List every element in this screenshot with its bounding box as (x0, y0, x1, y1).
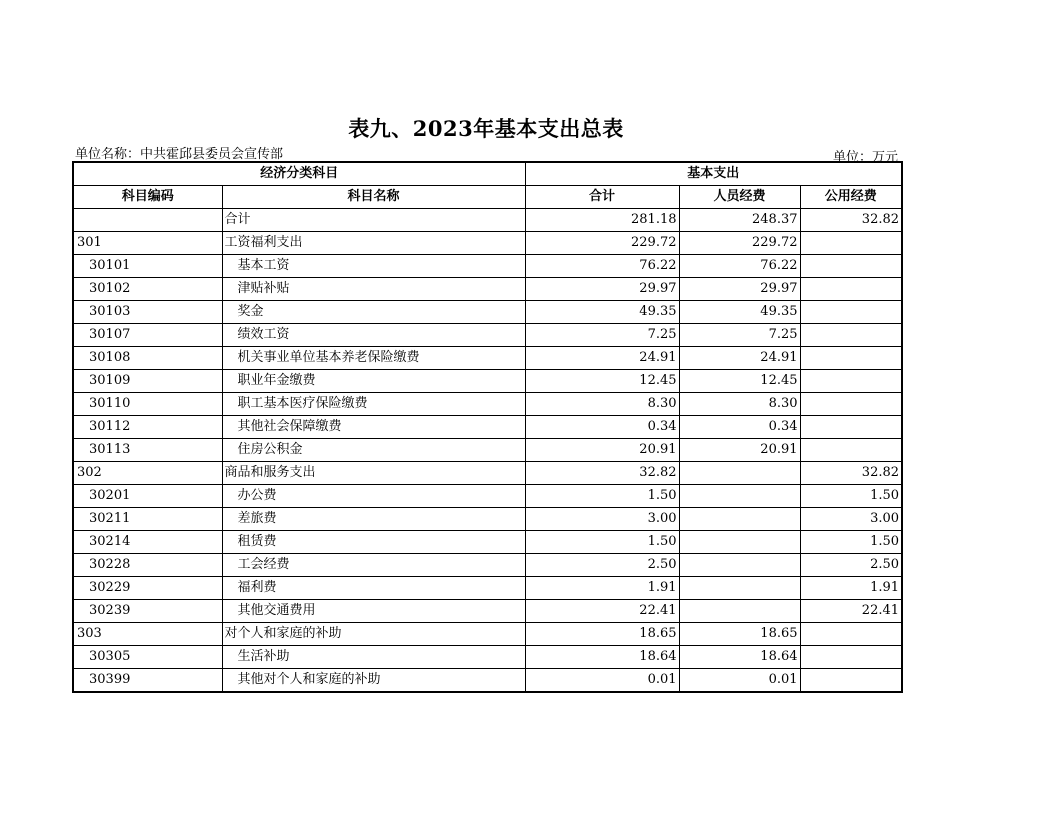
cell-personnel-cost: 0.01 (679, 669, 800, 693)
table-row (73, 508, 902, 531)
cell-total: 29.97 (525, 278, 679, 301)
cell-public-cost: 2.50 (800, 554, 902, 577)
cell-total: 49.35 (525, 301, 679, 324)
cell-total: 18.65 (525, 623, 679, 646)
cell-subject-name: 合计 (222, 209, 525, 232)
cell-subject-code: 30113 (73, 439, 222, 462)
cell-total: 1.50 (525, 531, 679, 554)
cell-subject-name: 津贴补贴 (222, 278, 525, 301)
cell-total: 229.72 (525, 232, 679, 255)
table-row (73, 600, 902, 623)
cell-personnel-cost: 18.65 (679, 623, 800, 646)
cell-total: 1.91 (525, 577, 679, 600)
table-row (73, 577, 902, 600)
cell-subject-name: 绩效工资 (222, 324, 525, 347)
cell-total: 20.91 (525, 439, 679, 462)
cell-public-cost (800, 278, 902, 301)
cell-subject-name: 职工基本医疗保险缴费 (222, 393, 525, 416)
cell-subject-code: 30102 (73, 278, 222, 301)
table-row (73, 531, 902, 554)
cell-total: 0.01 (525, 669, 679, 693)
cell-personnel-cost (679, 462, 800, 485)
table-row (73, 669, 902, 693)
header-economic-classification: 经济分类科目 (73, 162, 525, 186)
cell-personnel-cost: 12.45 (679, 370, 800, 393)
cell-subject-code: 303 (73, 623, 222, 646)
cell-total: 0.34 (525, 416, 679, 439)
cell-public-cost (800, 370, 902, 393)
cell-total: 32.82 (525, 462, 679, 485)
table-row (73, 324, 902, 347)
table-row (73, 232, 902, 255)
header-subject-name: 科目名称 (222, 186, 525, 209)
table-row (73, 278, 902, 301)
cell-public-cost (800, 416, 902, 439)
unit-label: 单位：万元 (832, 150, 898, 165)
cell-subject-code: 30112 (73, 416, 222, 439)
cell-total: 7.25 (525, 324, 679, 347)
cell-subject-name: 福利费 (222, 577, 525, 600)
cell-subject-code: 30399 (73, 669, 222, 693)
cell-personnel-cost (679, 485, 800, 508)
cell-public-cost (800, 347, 902, 370)
cell-total: 12.45 (525, 370, 679, 393)
cell-public-cost (800, 623, 902, 646)
table-row (73, 416, 902, 439)
table-row (73, 554, 902, 577)
cell-public-cost (800, 255, 902, 278)
cell-subject-name: 其他交通费用 (222, 600, 525, 623)
cell-subject-name: 职业年金缴费 (222, 370, 525, 393)
header-subject-code: 科目编码 (73, 186, 222, 209)
cell-subject-code: 30201 (73, 485, 222, 508)
cell-total: 8.30 (525, 393, 679, 416)
table-row (73, 255, 902, 278)
cell-subject-code: 30228 (73, 554, 222, 577)
cell-subject-name: 租赁费 (222, 531, 525, 554)
cell-subject-code: 30214 (73, 531, 222, 554)
page-title: 表九、2023年基本支出总表 (348, 116, 624, 141)
cell-total: 18.64 (525, 646, 679, 669)
cell-subject-name: 基本工资 (222, 255, 525, 278)
table-row (73, 623, 902, 646)
unit-name-label: 单位名称：中共霍邱县委员会宣传部 (75, 147, 284, 162)
cell-total: 24.91 (525, 347, 679, 370)
table-row (73, 462, 902, 485)
cell-personnel-cost (679, 554, 800, 577)
cell-subject-code: 30109 (73, 370, 222, 393)
cell-personnel-cost: 0.34 (679, 416, 800, 439)
cell-total: 22.41 (525, 600, 679, 623)
header-basic-expenditure: 基本支出 (525, 162, 902, 186)
cell-subject-name: 住房公积金 (222, 439, 525, 462)
cell-personnel-cost: 49.35 (679, 301, 800, 324)
table-row (73, 370, 902, 393)
cell-personnel-cost: 248.37 (679, 209, 800, 232)
cell-subject-code: 30239 (73, 600, 222, 623)
cell-personnel-cost: 76.22 (679, 255, 800, 278)
cell-subject-name: 办公费 (222, 485, 525, 508)
cell-public-cost (800, 301, 902, 324)
cell-personnel-cost: 18.64 (679, 646, 800, 669)
cell-subject-name: 工会经费 (222, 554, 525, 577)
cell-subject-code: 30103 (73, 301, 222, 324)
table-row (73, 485, 902, 508)
cell-subject-code: 30108 (73, 347, 222, 370)
cell-subject-name: 商品和服务支出 (222, 462, 525, 485)
cell-public-cost (800, 646, 902, 669)
cell-public-cost: 22.41 (800, 600, 902, 623)
cell-public-cost (800, 232, 902, 255)
cell-personnel-cost (679, 531, 800, 554)
cell-subject-name: 对个人和家庭的补助 (222, 623, 525, 646)
cell-personnel-cost: 20.91 (679, 439, 800, 462)
cell-subject-code: 30110 (73, 393, 222, 416)
cell-personnel-cost (679, 508, 800, 531)
header-total: 合计 (525, 186, 679, 209)
cell-public-cost: 1.50 (800, 485, 902, 508)
cell-public-cost: 3.00 (800, 508, 902, 531)
cell-subject-name: 机关事业单位基本养老保险缴费 (222, 347, 525, 370)
cell-total: 2.50 (525, 554, 679, 577)
cell-personnel-cost: 24.91 (679, 347, 800, 370)
cell-personnel-cost: 8.30 (679, 393, 800, 416)
cell-subject-code: 30305 (73, 646, 222, 669)
cell-total: 3.00 (525, 508, 679, 531)
cell-subject-code: 30211 (73, 508, 222, 531)
cell-public-cost: 32.82 (800, 209, 902, 232)
cell-subject-name: 其他社会保障缴费 (222, 416, 525, 439)
table-body (73, 209, 902, 693)
cell-subject-code: 302 (73, 462, 222, 485)
cell-public-cost: 32.82 (800, 462, 902, 485)
cell-subject-name: 工资福利支出 (222, 232, 525, 255)
cell-subject-name: 奖金 (222, 301, 525, 324)
table-row (73, 347, 902, 370)
cell-subject-code (73, 209, 222, 232)
cell-public-cost: 1.50 (800, 531, 902, 554)
header-public-cost: 公用经费 (800, 186, 902, 209)
cell-subject-name: 其他对个人和家庭的补助 (222, 669, 525, 693)
cell-subject-code: 30229 (73, 577, 222, 600)
cell-public-cost (800, 669, 902, 693)
header-personnel-cost: 人员经费 (679, 186, 800, 209)
cell-total: 281.18 (525, 209, 679, 232)
cell-public-cost (800, 324, 902, 347)
cell-public-cost (800, 393, 902, 416)
cell-subject-code: 30101 (73, 255, 222, 278)
cell-public-cost: 1.91 (800, 577, 902, 600)
cell-total: 1.50 (525, 485, 679, 508)
cell-personnel-cost (679, 600, 800, 623)
table-row (73, 301, 902, 324)
table-row (73, 209, 902, 232)
table-row (73, 646, 902, 669)
cell-personnel-cost: 29.97 (679, 278, 800, 301)
table-row (73, 439, 902, 462)
expenditure-table (72, 161, 903, 693)
cell-public-cost (800, 439, 902, 462)
cell-subject-code: 30107 (73, 324, 222, 347)
cell-total: 76.22 (525, 255, 679, 278)
table-row (73, 393, 902, 416)
cell-personnel-cost: 229.72 (679, 232, 800, 255)
cell-subject-name: 差旅费 (222, 508, 525, 531)
cell-personnel-cost (679, 577, 800, 600)
cell-subject-name: 生活补助 (222, 646, 525, 669)
cell-subject-code: 301 (73, 232, 222, 255)
cell-personnel-cost: 7.25 (679, 324, 800, 347)
